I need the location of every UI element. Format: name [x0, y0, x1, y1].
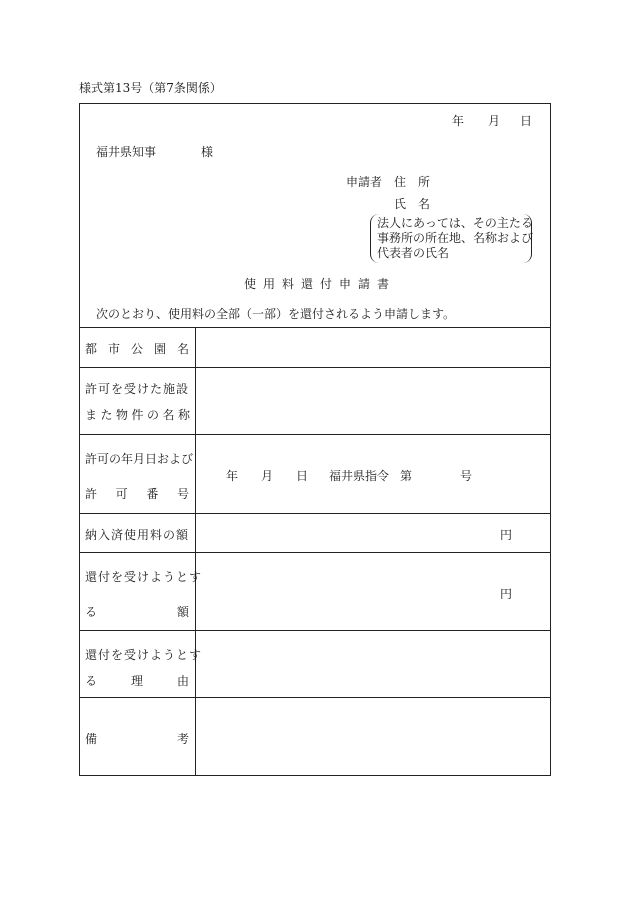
document-title: 使用料還付申請書	[244, 277, 397, 291]
intro-text: 次のとおり、使用料の全部（一部）を還付されるよう申請します。	[96, 307, 456, 321]
label-refund-reason-line1: 還付を受けようとす	[85, 648, 203, 662]
applicant-label: 申請者	[346, 175, 383, 189]
label-refund-reason-line2-char: 理	[130, 674, 143, 688]
label-remarks-char: 考	[176, 732, 189, 746]
corporate-note-line: 法人にあっては、その主たる	[377, 216, 533, 230]
label-park-name-char: 園	[153, 342, 166, 356]
label-refund-amount-line2-char: る	[85, 605, 98, 619]
label-park-name-char: 市	[107, 342, 120, 356]
label-remarks	[85, 730, 189, 747]
label-refund-amount-line1: 還付を受けようとす	[85, 570, 203, 584]
label-paid-fee: 納入済使用料の額	[85, 528, 190, 542]
label-refund-reason-line2-char: 由	[176, 674, 189, 688]
refund-amount-yen: 円	[500, 587, 513, 601]
permit-year-label: 年	[226, 469, 239, 483]
permit-month-label: 月	[261, 469, 274, 483]
row-divider	[79, 327, 551, 328]
corporate-note-line: 代表者の氏名	[377, 246, 450, 260]
label-permit-line1: 許可の年月日および	[85, 452, 194, 466]
label-park-name-char: 名	[176, 342, 189, 356]
row-divider	[79, 513, 551, 514]
corporate-note-line: 事務所の所在地、名称および	[377, 231, 534, 245]
applicant-address-label: 住 所	[394, 175, 431, 189]
permit-designation: 福井県指令	[329, 469, 390, 483]
date-year-label: 年	[452, 114, 465, 128]
label-facility-line2: また物件の名称	[85, 408, 194, 422]
label-permit-line2	[85, 485, 189, 502]
label-permit-line2-char: 号	[176, 487, 189, 501]
applicant-name-label: 氏 名	[394, 197, 431, 211]
label-permit-line2-char: 許	[85, 487, 98, 501]
row-divider	[79, 697, 551, 698]
addressee-honorific: 様	[201, 145, 214, 159]
permit-day-label: 日	[296, 469, 309, 483]
label-park-name-char: 都	[85, 342, 98, 356]
label-remarks-char: 備	[85, 732, 98, 746]
label-refund-reason-line2	[85, 672, 189, 689]
corporate-note	[377, 216, 533, 261]
label-refund-reason-line2-char: る	[85, 674, 98, 688]
label-park-name	[85, 340, 189, 357]
permit-number-suffix: 号	[460, 469, 473, 483]
paid-fee-yen: 円	[500, 528, 513, 542]
row-divider	[79, 434, 551, 435]
row-divider	[79, 552, 551, 553]
label-permit-line2-char: 可	[115, 487, 128, 501]
form-number: 様式第13号（第7条関係）	[79, 81, 222, 95]
row-divider	[79, 367, 551, 368]
permit-number-prefix: 第	[400, 469, 413, 483]
label-permit-line2-char: 番	[146, 487, 159, 501]
row-divider	[79, 630, 551, 631]
date-month-label: 月	[488, 114, 501, 128]
label-facility-line1: 許可を受けた施設	[85, 382, 190, 396]
label-park-name-char: 公	[130, 342, 143, 356]
label-refund-amount-line2-char: 額	[176, 605, 189, 619]
label-refund-amount-line2	[85, 603, 189, 620]
addressee-governor: 福井県知事	[96, 145, 157, 159]
column-divider	[195, 327, 196, 776]
date-day-label: 日	[520, 114, 533, 128]
